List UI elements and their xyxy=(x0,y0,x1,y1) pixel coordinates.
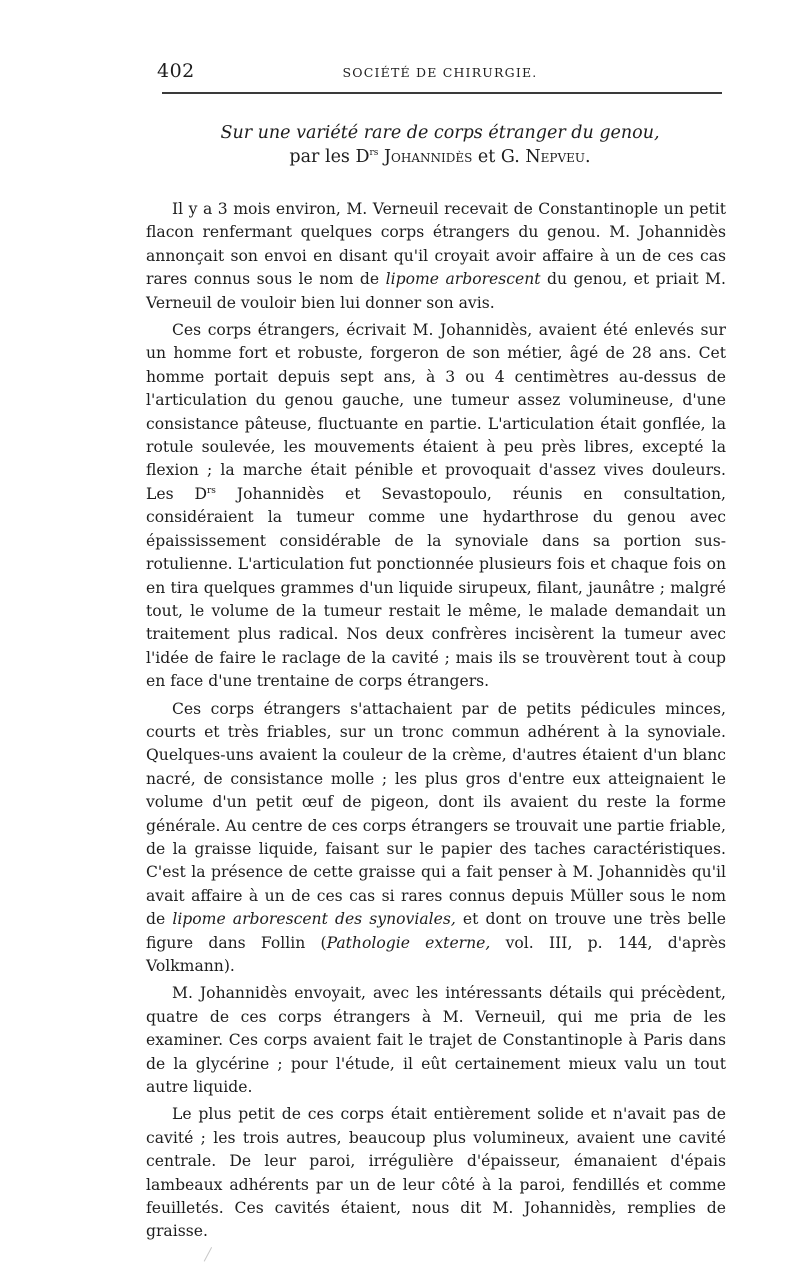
byline-and: et G. xyxy=(472,147,526,167)
page-number: 402 xyxy=(157,60,195,82)
p2-text-a: Ces corps étrangers, écrivait M. Johannidès, avaient été enlevés sur un homme fort et robuste, forgeron de son métier, âgé de 28 ans. Cet homme portait depuis sept ans, à 3 ou 4 centimètres au-dessus de l'articulation du genou gauche, une tumeur assez volumineuse, d'une consistance pâteuse, fluctuante en partie. L'articulation était gonflée, la rotule soulevée, les mouvements étaient à peu près libres, excepté la flexion ; la marche était pénible et provoquait d'assez vives douleurs. Les D xyxy=(146,321,726,503)
p2-text-b: Johannidès et Sevastopoulo, réunis en consultation, considéraient la tumeur comme une hydarthrose du genou avec épaississement considérable de la synoviale dans sa portion sus-rotulienne. L'articulation fut ponctionnée plusieurs fois et chaque fois on en tira quelques grammes d'un liquide sirupeux, filant, jaunâtre ; malgré tout, le volume de la tumeur restait le même, le malade demandait un traitement plus radical. Nos deux confrères incisèrent la tumeur avec l'idée de faire le raclage de la cavité ; mais ils se trouvèrent tout à coup en face d'une trentaine de corps étrangers. xyxy=(146,484,726,691)
byline-prefix: par les D xyxy=(289,147,370,167)
byline xyxy=(157,145,723,169)
header-rule xyxy=(162,92,722,94)
paragraph-4: M. Johannidès envoyait, avec les intéressants détails qui précèdent, quatre de ces corps étrangers à M. Verneuil, qui me pria de les examiner. Ces corps avaient fait le trajet de Constantinople à Paris dans de la glycérine ; pour l'étude, il eût certainement mieux valu un tout autre liquide. xyxy=(146,984,726,1097)
byline-end: . xyxy=(585,147,591,167)
p3-text-c: vol. III, p. 144, d'après Volkmann). xyxy=(146,933,726,975)
byline-sup: rs xyxy=(369,148,379,159)
article-title xyxy=(157,121,723,169)
paragraph-2 xyxy=(146,319,726,694)
p1-end: du genou, et priait M. Verneuil de vouloir bien lui donner son avis. xyxy=(146,270,726,312)
paragraph-1 xyxy=(146,198,726,315)
title-line: Sur une variété rare de corps étranger du genou, xyxy=(220,123,660,143)
article-body xyxy=(146,198,726,1244)
p3-text-a: Ces corps étrangers s'attachaient par de petits pédicules minces, courts et très friables, sur un tronc commun adhérent à la synoviale. Quelques-uns avaient la couleur de la crème, d'autres étaient d'un blanc nacré, de consistance molle ; les plus gros d'entre eux atteignaient le volume d'un petit œuf de pigeon, dont ils avaient du reste la forme générale. Au centre de ces corps étrangers se trouvait une partie friable, de la graisse liquide, faisant sur le papier des taches caractéristiques. C'est la présence de cette graisse qui a fait penser à M. Johannidès qu'il avait affaire à un de ces cas si rares connus depuis Müller sous le nom de xyxy=(146,699,726,929)
p1-text: Il y a 3 mois environ, M. Verneuil recevait de Constantinople un petit flacon renfermant quelques corps étrangers du genou. M. Johannidès annonçait son envoi en disant qu'il croyait avoir affaire à un de ces cas rares connus sous le nom de xyxy=(146,200,726,289)
paragraph-5: Le plus petit de ces corps était entièrement solide et n'avait pas de cavité ; les trois autres, beaucoup plus volumineux, avaient une cavité centrale. De leur paroi, irrégulière d'épaisseur, émanaient d'épais lambeaux adhérents par un de leur côté à la paroi, fendillés et comme feuilletés. Ces cavités étaient, nous dit M. Johannidès, remplies de graisse. xyxy=(146,1105,726,1241)
running-head: SOCIÉTÉ DE CHIRURGIE. xyxy=(342,65,538,80)
paper-speck xyxy=(204,1247,219,1265)
p3-italic: lipome arborescent des synoviales, xyxy=(172,910,456,929)
p2-sup: rs xyxy=(207,485,216,496)
p3-text-b: et dont on trouve une très belle figure dans Follin ( xyxy=(146,910,726,952)
author-johannides: Johannidès xyxy=(384,147,473,167)
author-nepveu: Nepveu xyxy=(525,147,586,167)
page-header xyxy=(157,58,723,88)
p3-italic-2: Pathologie externe, xyxy=(326,933,491,952)
paragraph-3 xyxy=(146,698,726,979)
p1-italic: lipome arborescent xyxy=(385,270,541,289)
